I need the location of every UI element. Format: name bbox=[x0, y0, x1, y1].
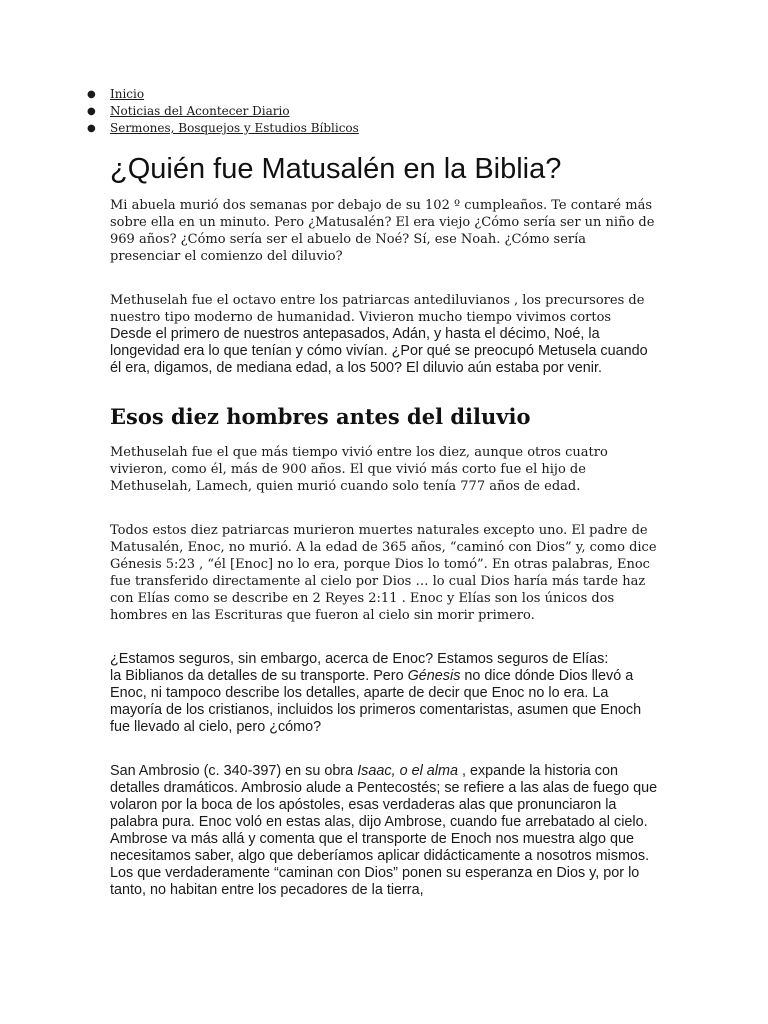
nav-link-noticias[interactable]: Noticias del Acontecer Diario bbox=[110, 104, 290, 118]
paragraph-6-part-2: , expande la historia con detalles dramáticos. Ambrosio alude a Pentecostés; se refiere a las alas de fuego que volaron por la boca de los apóstoles, esas verdaderas alas que pronunciaron la palabra pura. Enoc voló en estas alas, dijo Ambrose, cuando fue arrebatado al cielo. Ambrose va más allá y comenta que el transporte de Enoch nos muestra algo que necesitamos saber, algo que deberíamos aplicar didácticamente a nosotros mismos. Los que verdaderamente “caminan con Dios” ponen su esperanza en Dios y, por lo tanto, no habitan entre los pecadores de la tierra, bbox=[110, 763, 658, 898]
nav-item-noticias bbox=[87, 103, 658, 120]
page-content bbox=[87, 86, 658, 926]
page-title: ¿Quién fue Matusalén en la Biblia? bbox=[110, 153, 562, 185]
paragraph-1: Mi abuela murió dos semanas por debajo de su 102 º cumpleaños. Te contaré más sobre ella en un minuto. Pero ¿Matusalén? El era viejo ¿Cómo sería ser un niño de 969 años? ¿Cómo sería ser el abuelo de Noé? Sí, ese Noah. ¿Cómo sería presenciar el comienzo del diluvio? bbox=[110, 198, 655, 264]
paragraph-2-part-1: Methuselah fue el octavo entre los patriarcas antediluvianos , los precursores de nuestro tipo moderno de humanidad. Vivieron mucho tiempo vivimos cortos bbox=[110, 293, 645, 325]
section-heading: Esos diez hombres antes del diluvio bbox=[110, 404, 531, 429]
paragraph-5 bbox=[110, 651, 658, 736]
paragraph-2 bbox=[110, 292, 658, 377]
nav-item-inicio bbox=[87, 86, 658, 103]
paragraph-2-part-2: Desde el primero de nuestros antepasados, Adán, y hasta el décimo, Noé, la longevidad era lo que tenían y cómo vivían. ¿Por qué se preocupó Metusela cuando él era, digamos, de mediana edad, a los 500? El diluvio aún estaba por venir. bbox=[110, 326, 648, 376]
paragraph-6 bbox=[110, 763, 658, 899]
paragraph-4: Todos estos diez patriarcas murieron muertes naturales excepto uno. El padre de Matusalén, Enoc, no murió. A la edad de 365 años, “caminó con Dios” y, como dice Génesis 5:23 , “él [Enoc] no lo era, porque Dios lo tomó”. En otras palabras, Enoc fue transferido directamente al cielo por Dios … lo cual Dios haría más tarde haz con Elías como se describe en 2 Reyes 2:11 . Enoc y Elías son los únicos dos hombres en las Escrituras que fueron al cielo sin morir primero. bbox=[110, 523, 657, 623]
nav-link-sermones[interactable]: Sermones, Bosquejos y Estudios Bíblicos bbox=[110, 121, 359, 135]
nav-list bbox=[87, 86, 658, 137]
paragraph-6-part-1: San Ambrosio (c. 340-397) en su obra bbox=[110, 763, 354, 779]
paragraph-5-genesis: Génesis bbox=[407, 668, 461, 684]
paragraph-5-part-1: ¿Estamos seguros, sin embargo, acerca de Enoc? Estamos seguros de Elías: bbox=[110, 651, 609, 667]
paragraph-3: Methuselah fue el que más tiempo vivió entre los diez, aunque otros cuatro vivieron, como él, más de 900 años. El que vivió más corto fue el hijo de Methuselah, Lamech, quien murió cuando solo tenía 777 años de edad. bbox=[110, 445, 608, 494]
nav-link-inicio[interactable]: Inicio bbox=[110, 87, 145, 101]
bullet-icon: ● bbox=[87, 89, 96, 100]
bullet-icon: ● bbox=[87, 106, 96, 117]
bullet-icon: ● bbox=[87, 123, 96, 134]
paragraph-6-work-title: Isaac, o el alma bbox=[357, 763, 458, 779]
paragraph-5-part-3: no dice dónde Dios llevó a Enoc, ni tampoco describe los detalles, aparte de decir que Enoc no lo era. La mayoría de los cristianos, incluidos los primeros comentaristas, asumen que Enoch fue llevado al cielo, pero ¿cómo? bbox=[110, 668, 642, 735]
nav-item-sermones bbox=[87, 120, 658, 137]
paragraph-5-part-2: la Biblianos da detalles de su transporte. Pero bbox=[110, 668, 404, 684]
